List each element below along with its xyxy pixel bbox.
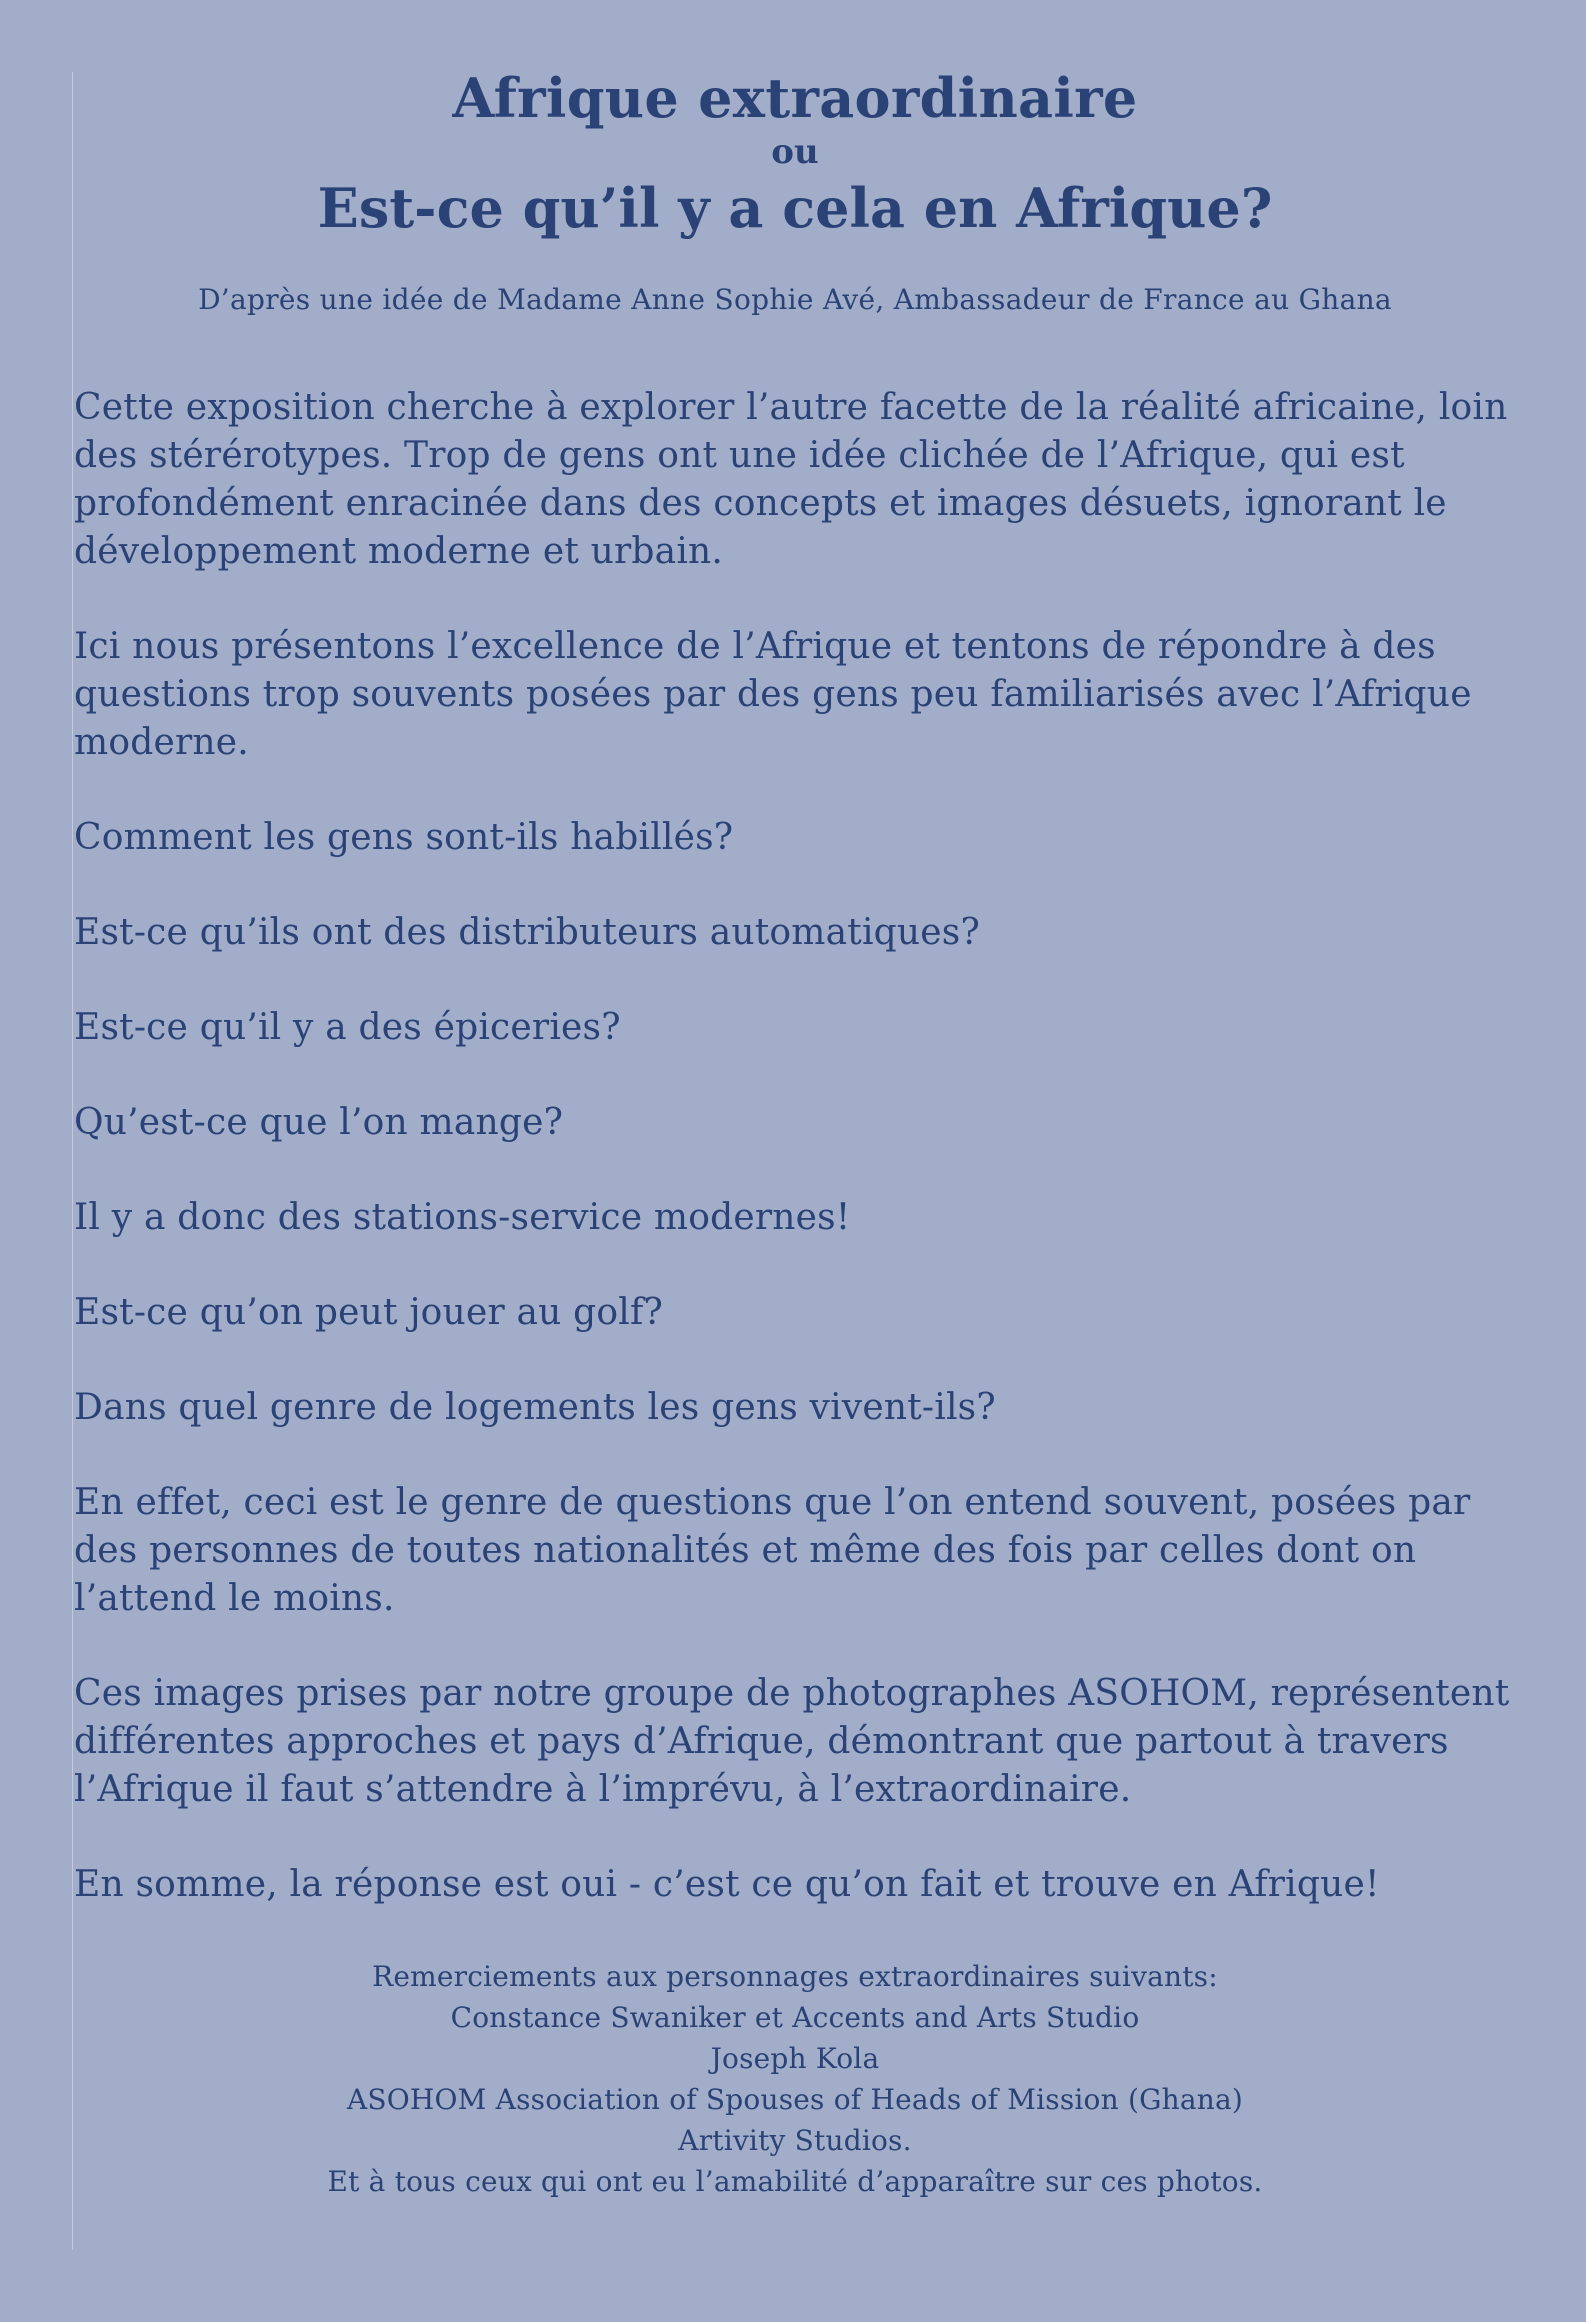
- margin-rule: [72, 72, 73, 2250]
- thanks-line: Et à tous ceux qui ont eu l’amabilité d’apparaître sur ces photos.: [327, 2165, 1263, 2198]
- acknowledgements: [72, 1956, 1518, 2202]
- question-food: Qu’est-ce que l’on mange?: [74, 1102, 564, 1143]
- body-text: [74, 384, 1534, 1956]
- paragraph-intro: Cette exposition cherche à explorer l’autre facette de la réalité africaine, loin des stérérotypes. Trop de gens ont une idée clichée de l’Afrique, qui est profondément enracinée dans des concepts et images désuets, ignorant le développement moderne et urbain.: [74, 387, 1508, 572]
- thanks-line: ASOHOM Association of Spouses of Heads of Mission (Ghana): [346, 2083, 1244, 2116]
- question-atms: Est-ce qu’ils ont des distributeurs automatiques?: [74, 912, 980, 953]
- title: Afrique extraordinaire: [452, 66, 1138, 130]
- subtitle: Est-ce qu’il y a cela en Afrique?: [317, 176, 1273, 240]
- paragraph-conclusion: En somme, la réponse est oui - c’est ce qu’on fait et trouve en Afrique!: [74, 1864, 1380, 1905]
- thanks-line: Constance Swaniker et Accents and Arts Studio: [450, 2001, 1140, 2034]
- question-housing: Dans quel genre de logements les gens vivent-ils?: [74, 1387, 996, 1428]
- paragraph-purpose: Ici nous présentons l’excellence de l’Afrique et tentons de répondre à des questions trop souvents posées par des gens peu familiarisés avec l’Afrique moderne.: [74, 626, 1472, 763]
- thanks-heading: Remerciements aux personnages extraordinaires suivants:: [372, 1960, 1218, 1993]
- question-gas-stations: Il y a donc des stations-service modernes!: [74, 1197, 851, 1238]
- question-clothing: Comment les gens sont-ils habillés?: [74, 817, 734, 858]
- paragraph-photographers: Ces images prises par notre groupe de photographes ASOHOM, représentent différentes approches et pays d’Afrique, démontrant que partout à travers l’Afrique il faut s’attendre à l’imprévu, à l’extraordinaire.: [74, 1673, 1510, 1810]
- thanks-line: Artivity Studios.: [678, 2124, 912, 2157]
- thanks-line: Joseph Kola: [710, 2042, 880, 2075]
- question-groceries: Est-ce qu’il y a des épiceries?: [74, 1007, 621, 1048]
- title-connector: ou: [771, 132, 819, 172]
- paragraph-observation: En effet, ceci est le genre de questions que l’on entend souvent, posées par des personnes de toutes nationalités et même des fois par celles dont on l’attend le moins.: [74, 1482, 1471, 1619]
- credit-line: D’après une idée de Madame Anne Sophie Avé, Ambassadeur de France au Ghana: [198, 283, 1392, 316]
- header: [72, 62, 1518, 318]
- question-golf: Est-ce qu’on peut jouer au golf?: [74, 1292, 664, 1333]
